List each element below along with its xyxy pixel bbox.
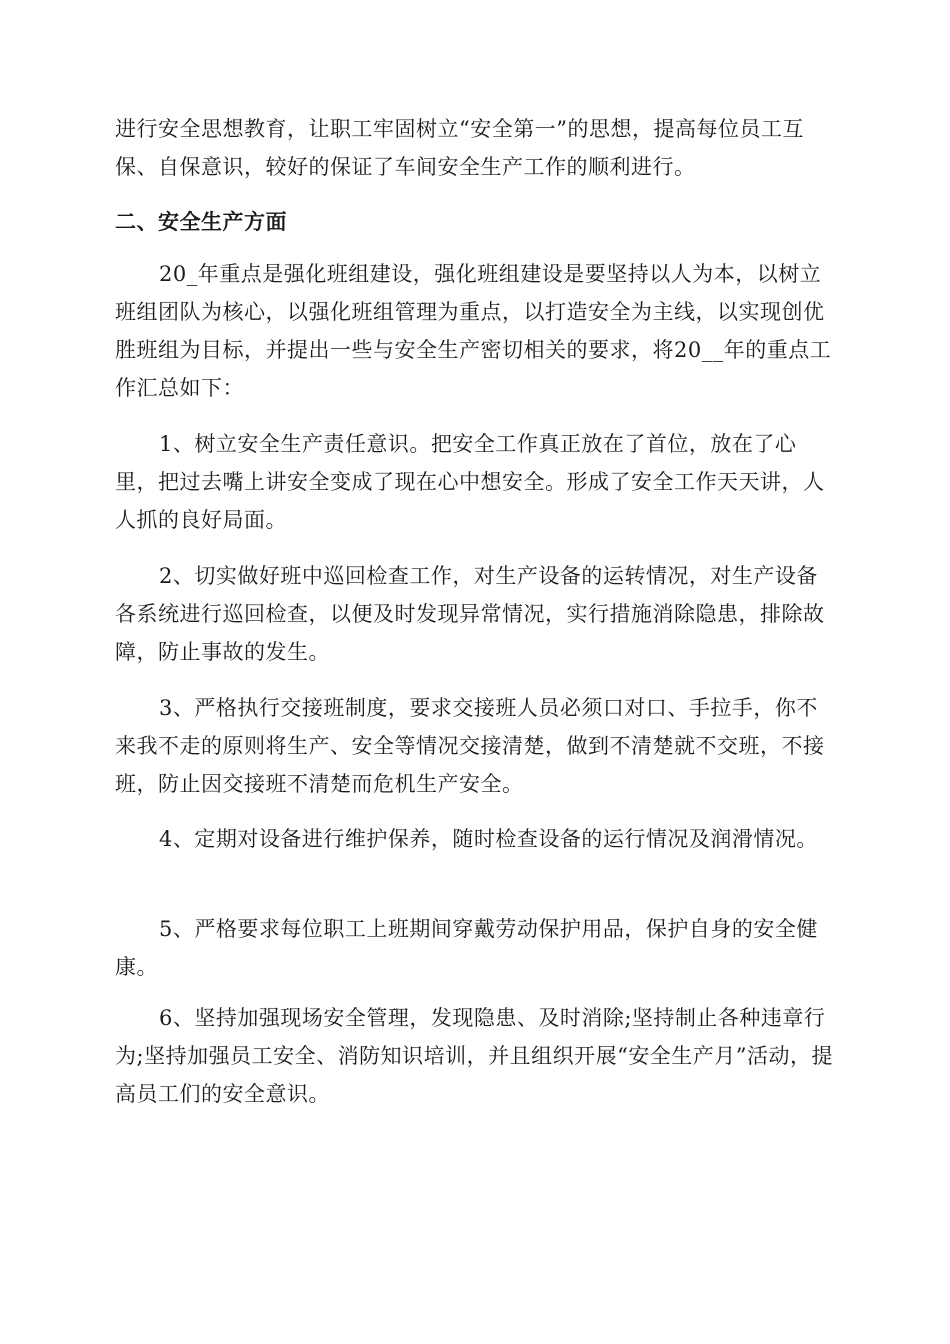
list-item-6: 6、坚持加强现场安全管理，发现隐患、及时消除;坚持制止各种违章行为;坚持加强员工安全、消防知识培训，并且组织开展“安全生产月”活动，提高员工们的安全意识。 xyxy=(115,1006,834,1106)
list-item-2: 2、切实做好班中巡回检查工作，对生产设备的运转情况，对生产设备各系统进行巡回检查，以便及时发现异常情况，实行措施消除隐患，排除故障，防止事故的发生。 xyxy=(115,564,825,664)
list-item-4: 4、定期对设备进行维护保养，随时检查设备的运行情况及润滑情况。 xyxy=(159,827,818,851)
summary-paragraph: 20_年重点是强化班组建设，强化班组建设是要坚持以人为本，以树立班组团队为核心，以强化班组管理为重点，以打造安全为主线，以实现创优胜班组为目标，并提出一些与安全生产密切相关的要求，将20__年的重点工作汇总如下： xyxy=(115,262,832,400)
intro-paragraph: 进行安全思想教育，让职工牢固树立“安全第一”的思想，提高每位员工互保、自保意识，较好的保证了车间安全生产工作的顺利进行。 xyxy=(115,117,804,179)
list-item-5: 5、严格要求每位职工上班期间穿戴劳动保护用品，保护自身的安全健康。 xyxy=(115,917,818,979)
list-item-3: 3、严格执行交接班制度，要求交接班人员必须口对口、手拉手，你不来我不走的原则将生产、安全等情况交接清楚，做到不清楚就不交班，不接班，防止因交接班不清楚而危机生产安全。 xyxy=(115,696,825,796)
section-heading: 二、安全生产方面 xyxy=(115,209,287,234)
list-item-1: 1、树立安全生产责任意识。把安全工作真正放在了首位，放在了心里，把过去嘴上讲安全变成了现在心中想安全。形成了安全工作天天讲，人人抓的良好局面。 xyxy=(115,432,825,532)
